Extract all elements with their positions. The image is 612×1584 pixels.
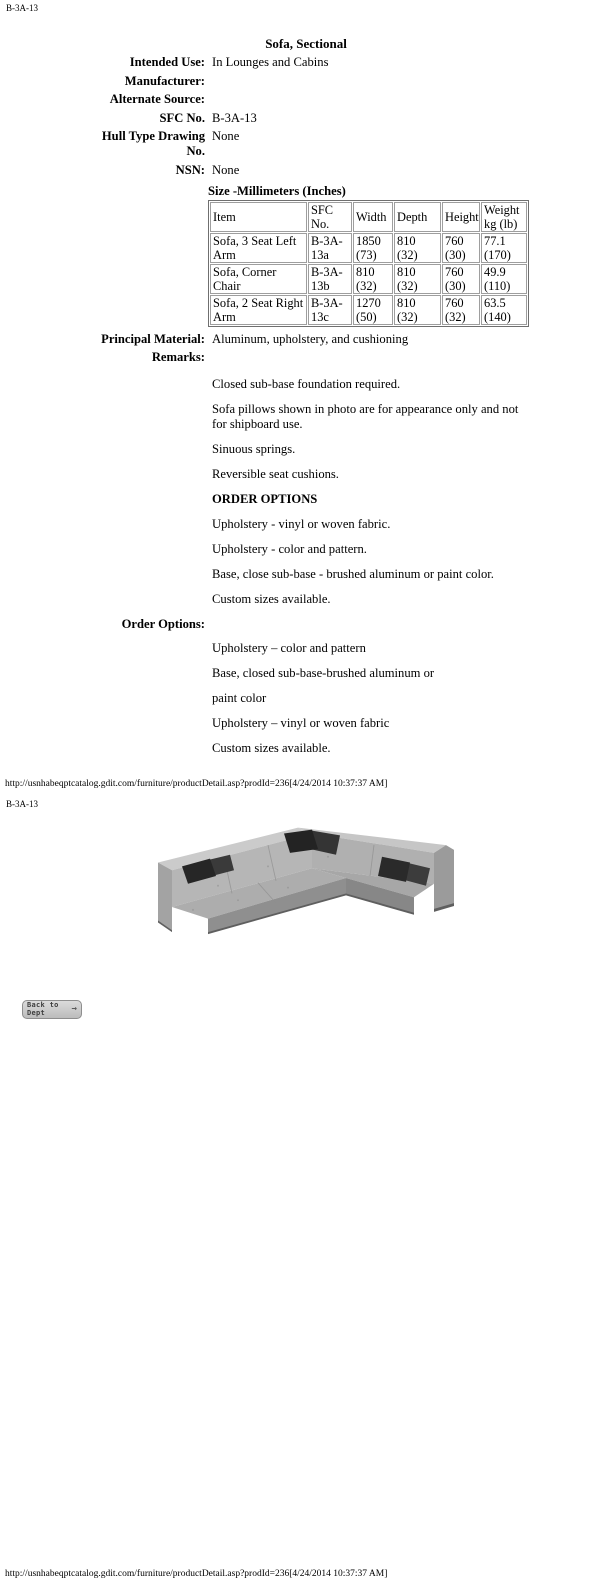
size-table <box>208 200 529 327</box>
cell-width: 1850 (73) <box>353 233 393 263</box>
col-header-sfc-no: SFC No. <box>308 202 352 232</box>
order-option-item: Upholstery – color and pattern <box>212 641 366 655</box>
size-table-caption: Size -Millimeters (Inches) <box>208 183 346 198</box>
cell-weight: 49.9 (110) <box>481 264 527 294</box>
order-option-item: paint color <box>212 691 267 705</box>
field-label: NSN: <box>175 162 205 177</box>
table-row <box>210 295 527 325</box>
table-row <box>210 233 527 263</box>
col-header-item: Item <box>210 202 307 232</box>
cell-depth: 810 (32) <box>394 233 441 263</box>
remarks-section <box>212 377 534 607</box>
field-value: Aluminum, upholstery, and cushioning <box>212 331 409 346</box>
field-row-hull-type-drawing-no <box>0 129 612 159</box>
field-label: Principal Material: <box>101 331 205 346</box>
col-header-weight: Weight kg (lb) <box>481 202 527 232</box>
size-table-block <box>208 184 612 327</box>
cell-height: 760 (30) <box>442 233 480 263</box>
back-button-label: Back to Dept <box>27 1001 59 1017</box>
cell-depth: 810 (32) <box>394 264 441 294</box>
order-options-heading: ORDER OPTIONS <box>212 492 318 506</box>
order-option-item: Base, closed sub-base-brushed aluminum or <box>212 666 435 680</box>
product-photo-sofa-sectional <box>148 818 466 936</box>
order-option-item: Upholstery – vinyl or woven fabric <box>212 716 390 730</box>
field-row-alternate-source <box>0 92 612 107</box>
field-label: Alternate Source: <box>109 92 205 106</box>
cell-sfc: B-3A-13a <box>308 233 352 263</box>
field-row-remarks <box>0 350 612 365</box>
col-header-width: Width <box>353 202 393 232</box>
order-option-item: Upholstery - vinyl or woven fabric. <box>212 517 391 531</box>
field-label: SFC No. <box>159 110 205 125</box>
cell-sfc: B-3A-13c <box>308 295 352 325</box>
field-row-manufacturer <box>0 74 612 89</box>
pillow <box>284 830 318 853</box>
cell-item: Sofa, 2 Seat Right Arm <box>210 295 307 325</box>
print-footer-url: http://usnhabeqptcatalog.gdit.com/furniture/productDetail.asp?prodId=236[4/24/2014 10:37:37 AM] <box>5 779 388 789</box>
field-label: Intended Use: <box>129 55 205 69</box>
remark-paragraph: Closed sub-base foundation required. <box>212 377 401 391</box>
print-footer-url: http://usnhabeqptcatalog.gdit.com/furniture/productDetail.asp?prodId=236[4/24/2014 10:37:37 AM] <box>5 1569 388 1579</box>
col-header-depth: Depth <box>394 202 441 232</box>
size-table-header-row <box>210 202 527 232</box>
field-value: None <box>212 129 240 143</box>
back-to-dept-button[interactable] <box>22 1000 82 1019</box>
page-title: Sofa, Sectional <box>265 36 347 51</box>
order-option-item: Custom sizes available. <box>212 592 331 606</box>
field-label: Order Options: <box>121 617 205 631</box>
page2-ref-code: B-3A-13 <box>6 799 38 809</box>
field-value: In Lounges and Cabins <box>212 55 329 69</box>
remark-paragraph: Sofa pillows shown in photo are for appearance only and not for shipboard use. <box>212 402 519 431</box>
cell-width: 1270 (50) <box>353 295 393 325</box>
field-label: Manufacturer: <box>124 73 205 88</box>
col-header-height: Height <box>442 202 480 232</box>
page1-ref-code: B-3A-13 <box>6 3 38 13</box>
cell-height: 760 (32) <box>442 295 480 325</box>
cell-item: Sofa, 3 Seat Left Arm <box>210 233 307 263</box>
field-row-principal-material <box>0 332 612 347</box>
field-label: Hull Type Drawing No. <box>101 129 205 158</box>
order-options-section <box>212 641 534 756</box>
field-value: B-3A-13 <box>212 110 257 125</box>
product-detail-content <box>0 36 612 766</box>
cell-item: Sofa, Corner Chair <box>210 264 307 294</box>
remark-paragraph: Reversible seat cushions. <box>212 467 339 481</box>
arrow-right-icon: → <box>71 1004 77 1014</box>
field-label: Remarks: <box>151 350 205 364</box>
field-row-intended-use <box>0 55 612 70</box>
field-value: None <box>212 162 240 177</box>
table-row <box>210 264 527 294</box>
order-option-item: Base, close sub-base - brushed aluminum or paint color. <box>212 567 494 581</box>
field-row-sfc-no <box>0 111 612 126</box>
remark-paragraph: Sinuous springs. <box>212 442 296 456</box>
cell-weight: 63.5 (140) <box>481 295 527 325</box>
order-option-item: Upholstery - color and pattern. <box>212 542 367 556</box>
cell-depth: 810 (32) <box>394 295 441 325</box>
cell-weight: 77.1 (170) <box>481 233 527 263</box>
cell-width: 810 (32) <box>353 264 393 294</box>
order-option-item: Custom sizes available. <box>212 741 331 755</box>
field-row-order-options <box>0 617 612 632</box>
cell-height: 760 (30) <box>442 264 480 294</box>
cell-sfc: B-3A-13b <box>308 264 352 294</box>
field-row-nsn <box>0 163 612 178</box>
